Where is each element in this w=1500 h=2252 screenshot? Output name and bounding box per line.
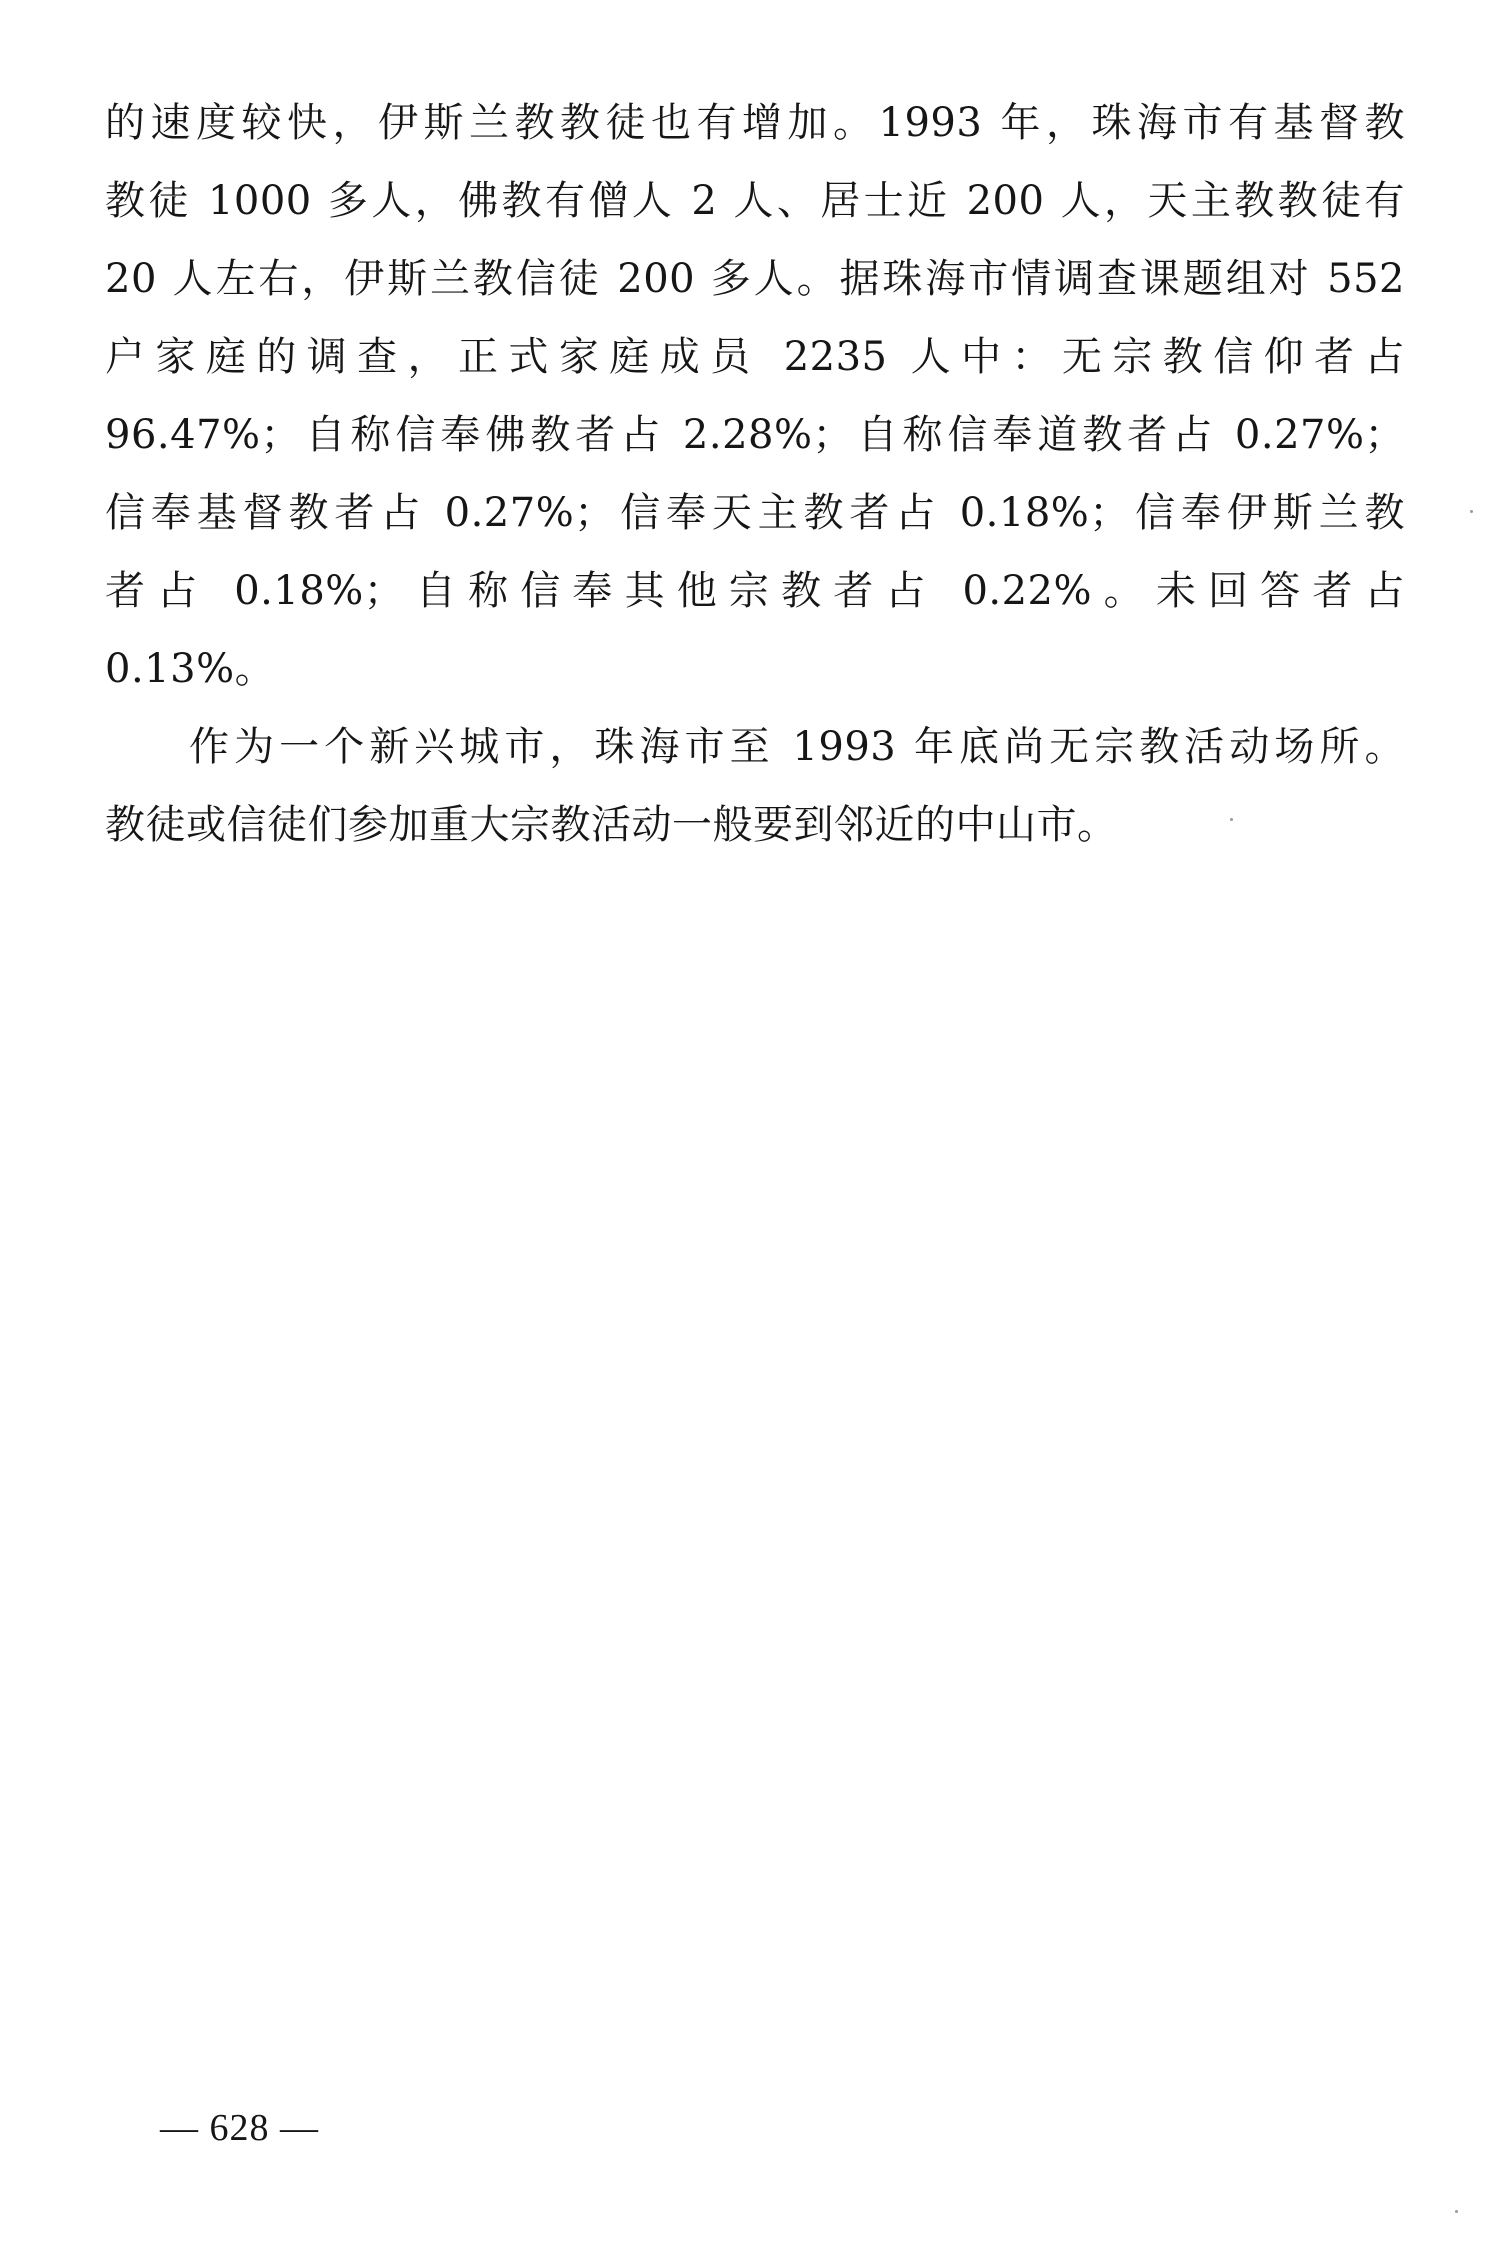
scan-speck <box>1230 818 1233 821</box>
text-line: 户家庭的调查，正式家庭成员 2235 人中：无宗教信仰者占 <box>105 334 1405 380</box>
text-line: 作为一个新兴城市，珠海市至 1993 年底尚无宗教活动场所。 <box>189 724 1405 770</box>
text-line: 教徒或信徒们参加重大宗教活动一般要到邻近的中山市。 <box>105 802 1118 848</box>
text-line: 20 人左右，伊斯兰教信徒 200 多人。据珠海市情调查课题组对 552 <box>105 256 1405 302</box>
text-line: 96.47%；自称信奉佛教者占 2.28%；自称信奉道教者占 0.27%； <box>105 412 1405 458</box>
text-line: 者占 0.18%；自称信奉其他宗教者占 0.22%。未回答者占 <box>105 568 1405 614</box>
body-text <box>105 84 1405 864</box>
paragraph-no-religious-venues <box>105 708 1405 864</box>
text-line: 信奉基督教者占 0.27%；信奉天主教者占 0.18%；信奉伊斯兰教 <box>105 490 1405 536</box>
text-line: 教徒 1000 多人，佛教有僧人 2 人、居士近 200 人，天主教教徒有 <box>105 178 1405 224</box>
text-line: 的速度较快，伊斯兰教教徒也有增加。1993 年，珠海市有基督教 <box>105 100 1405 146</box>
page-number: — 628 — <box>160 2107 319 2149</box>
paragraph-religious-statistics <box>105 84 1405 708</box>
text-line: 0.13%。 <box>105 646 276 692</box>
scan-speck <box>1470 510 1473 513</box>
scan-speck <box>1455 2210 1458 2213</box>
